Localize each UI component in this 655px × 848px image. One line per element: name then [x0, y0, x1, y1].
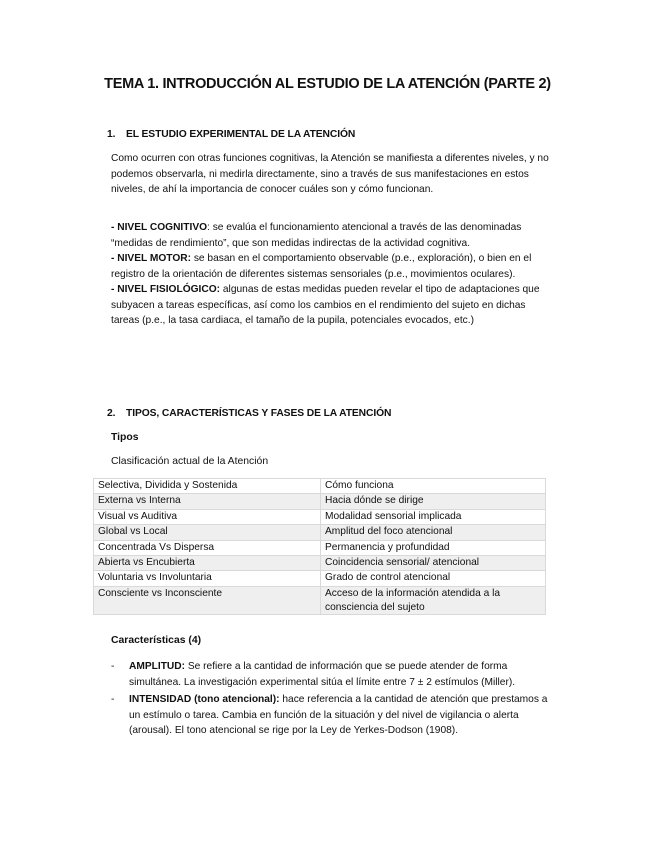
table-row [94, 494, 546, 509]
section-1-heading [107, 129, 355, 140]
section-1-title: EL ESTUDIO EXPERIMENTAL DE LA ATENCIÓN [126, 129, 356, 140]
characteristic-text: hace referencia a la cantidad de atención que prestamos a un estímulo o tarea. Cambia en función de la situación y del nivel de vigilancia o alerta (arousal). El tono atencional se rige por la Ley de Yerkes-Dodson (1908). [129, 694, 548, 736]
characteristic-label: INTENSIDAD (tono atencional): [129, 694, 280, 705]
table-cell-type: Visual vs Auditiva [94, 509, 321, 524]
section-2-number: 2. [107, 408, 116, 419]
level-cognitivo-label: - NIVEL COGNITIVO [111, 222, 208, 233]
level-fisiologico-text: algunas de estas medidas pueden revelar el tipo de adaptaciones que subyacen a tareas específicas, así como los cambios en el rendimiento del sujeto en dichas tareas (p.e., la tasa cardiaca, el tamaño de la pupila, potenciales evocados, etc.) [111, 284, 540, 326]
level-cognitivo-text: : se evalúa el funcionamiento atencional a través de las denominadas “medidas de rendimiento”, que son medidas indirectas de la actividad cognitiva. [111, 222, 522, 249]
bullet-dash: - [111, 694, 115, 705]
table-cell-type: Concentrada Vs Dispersa [94, 540, 321, 555]
table-cell-description: Coincidencia sensorial/ atencional [321, 556, 546, 571]
tipos-subheading: Tipos [111, 432, 139, 443]
table-cell-description: Cómo funciona [321, 479, 546, 494]
table-cell-type: Consciente vs Inconsciente [94, 586, 321, 615]
table-cell-description: Grado de control atencional [321, 571, 546, 586]
page-title: TEMA 1. INTRODUCCIÓN AL ESTUDIO DE LA ATENCIÓN (PARTE 2) [104, 76, 551, 92]
table-cell-type: Global vs Local [94, 525, 321, 540]
table-cell-type: Selectiva, Dividida y Sostenida [94, 479, 321, 494]
section-2-heading [107, 408, 391, 419]
table-cell-description: Hacia dónde se dirige [321, 494, 546, 509]
level-fisiologico-label: - NIVEL FISIOLÓGICO: [111, 284, 221, 295]
caracteristicas-subheading: Características (4) [111, 635, 202, 646]
table-row [94, 525, 546, 540]
bullet-dash: - [111, 661, 115, 672]
characteristics-list [111, 659, 551, 741]
table-cell-description: Modalidad sensorial implicada [321, 509, 546, 524]
table-row [94, 479, 546, 494]
table-row [94, 540, 546, 555]
table-row [94, 556, 546, 571]
table-cell-description: Amplitud del foco atencional [321, 525, 546, 540]
table-cell-description: Acceso de la información atendida a la consciencia del sujeto [321, 586, 546, 615]
table-row [94, 586, 546, 615]
table-cell-type: Abierta vs Encubierta [94, 556, 321, 571]
characteristic-text: Se refiere a la cantidad de información que se puede atender de forma simultánea. La investigación experimental sitúa el límite entre 7 ± 2 estímulos (Miller). [129, 661, 516, 688]
characteristic-label: AMPLITUD: [129, 661, 186, 672]
table-cell-type: Externa vs Interna [94, 494, 321, 509]
section-2-title: TIPOS, CARACTERÍSTICAS Y FASES DE LA ATENCIÓN [126, 408, 392, 419]
section-1-number: 1. [107, 129, 116, 140]
attention-types-table [93, 478, 546, 615]
levels-paragraph [111, 220, 549, 329]
level-motor-text: se basan en el comportamiento observable (p.e., exploración), o bien en el registro de la orientación de diferentes sistemas sensoriales (p.e., movimientos oculares). [111, 253, 532, 280]
list-item [111, 692, 551, 739]
table-row [94, 571, 546, 586]
classification-caption: Clasificación actual de la Atención [111, 456, 269, 467]
section-1-intro: Como ocurren con otras funciones cognitivas, la Atención se manifiesta a diferentes niveles, y no podemos observarla, ni medirla directamente, sino a través de sus manifestaciones en estos niveles, de ahí la importancia de conocer cuáles son y cómo funcionan. [111, 153, 549, 195]
list-item [111, 659, 551, 690]
table-cell-type: Voluntaria vs Involuntaria [94, 571, 321, 586]
level-motor-label: - NIVEL MOTOR: [111, 253, 191, 264]
table-cell-description: Permanencia y profundidad [321, 540, 546, 555]
table-row [94, 509, 546, 524]
